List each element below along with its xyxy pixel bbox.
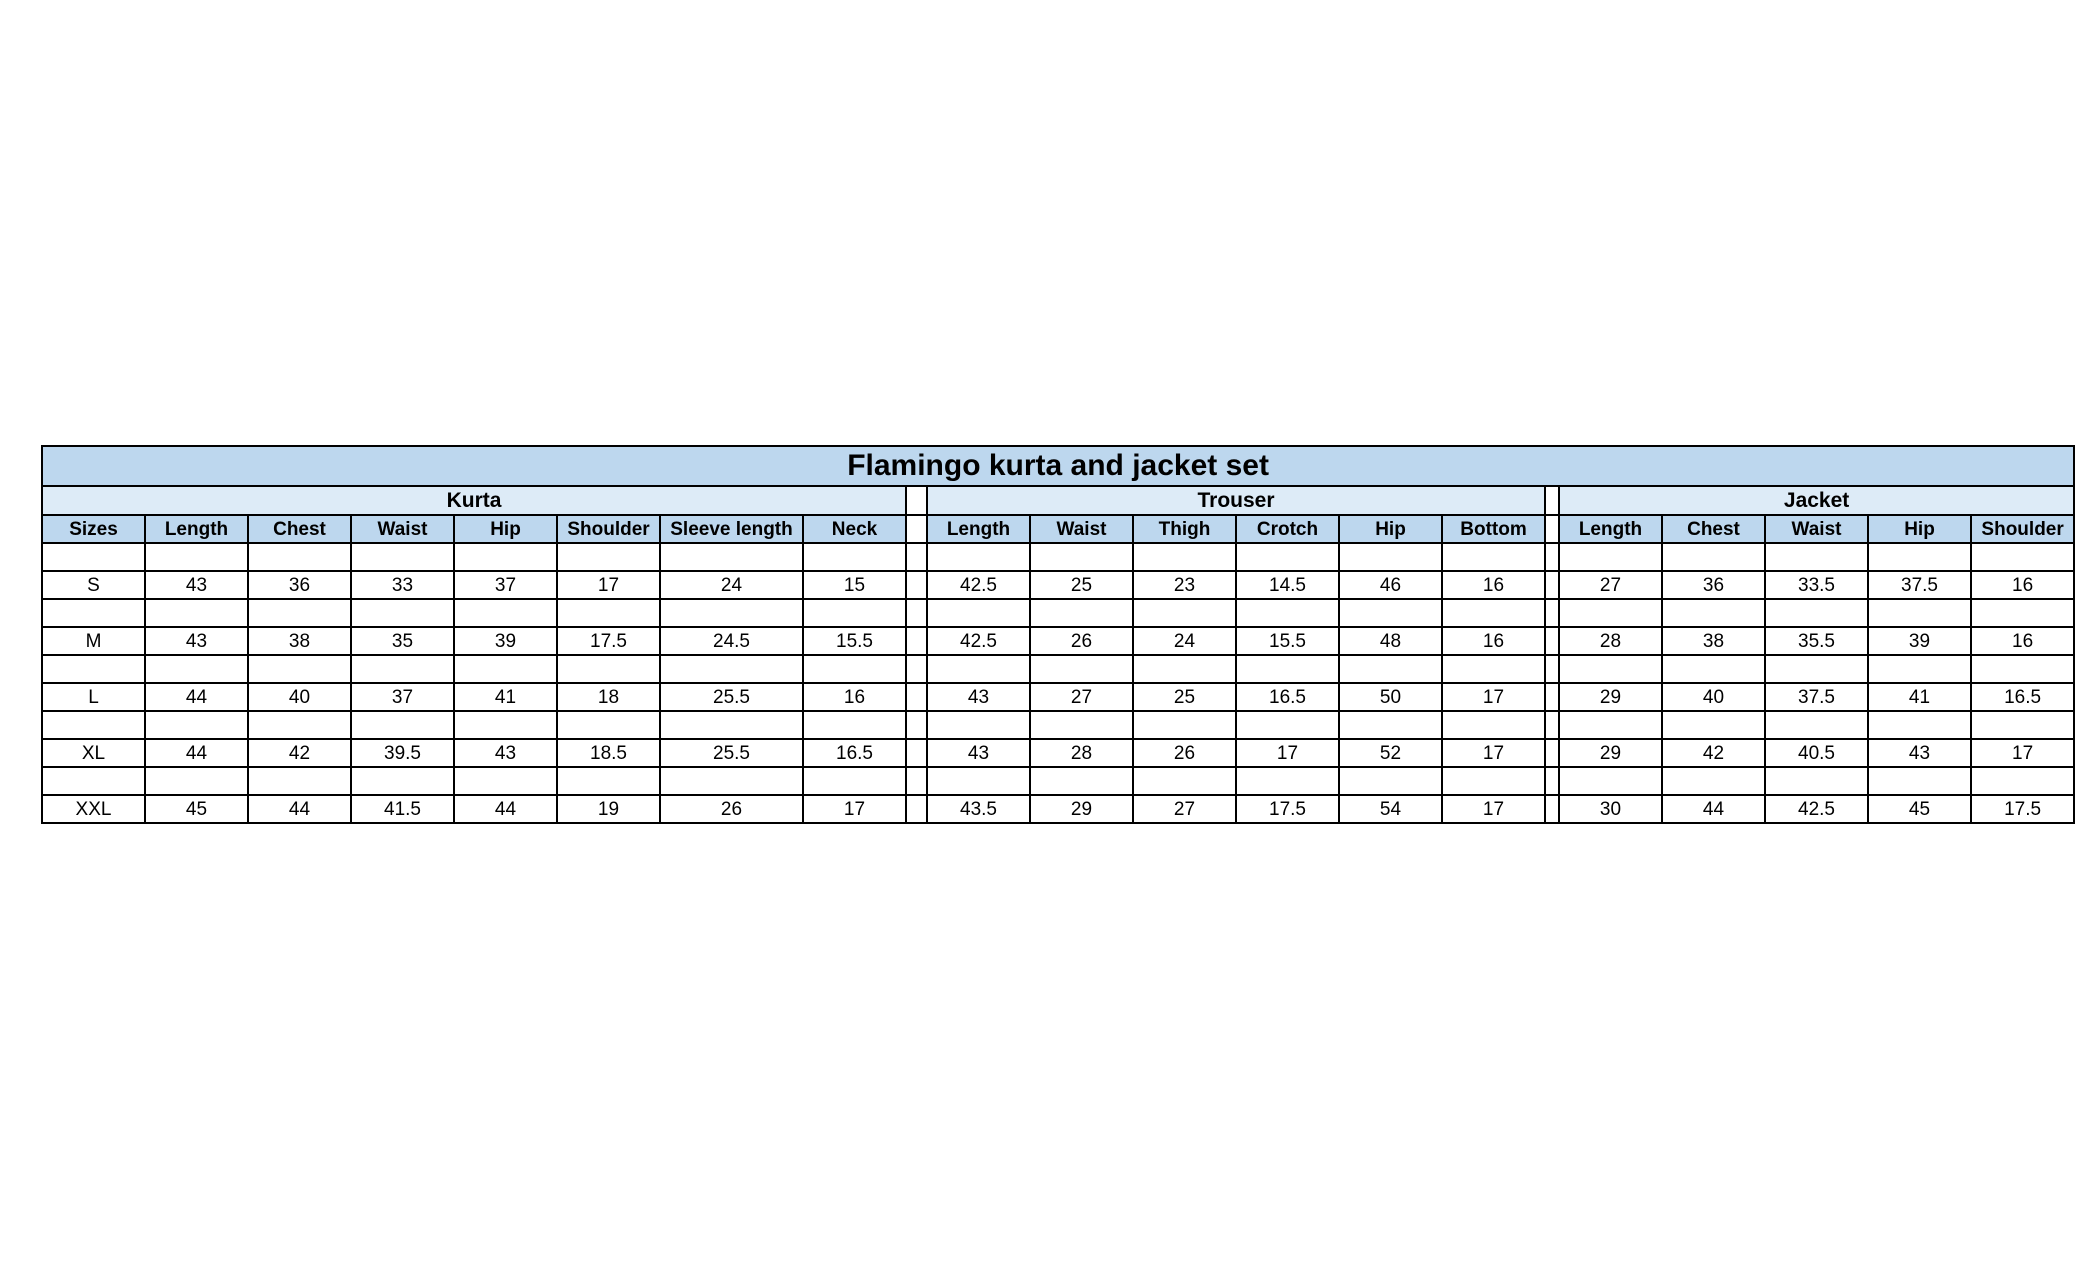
empty-cell	[1236, 655, 1339, 683]
kurta-value-cell: 24	[660, 571, 803, 599]
separator-cell	[1545, 571, 1559, 599]
column-header: Waist	[1030, 515, 1133, 543]
jacket-value-cell: 43	[1868, 739, 1971, 767]
empty-cell	[1868, 543, 1971, 571]
trouser-value-cell: 16	[1442, 627, 1545, 655]
empty-cell	[351, 767, 454, 795]
kurta-value-cell: 15	[803, 571, 906, 599]
kurta-value-cell: 37	[454, 571, 557, 599]
kurta-value-cell: 17	[803, 795, 906, 823]
empty-cell	[803, 543, 906, 571]
kurta-value-cell: 43	[145, 627, 248, 655]
trouser-value-cell: 17	[1442, 683, 1545, 711]
empty-cell	[454, 543, 557, 571]
empty-cell	[145, 711, 248, 739]
kurta-value-cell: 35	[351, 627, 454, 655]
spacer-row	[42, 767, 2074, 795]
empty-cell	[1236, 599, 1339, 627]
kurta-value-cell: 41.5	[351, 795, 454, 823]
trouser-value-cell: 17.5	[1236, 795, 1339, 823]
kurta-value-cell: 38	[248, 627, 351, 655]
separator-cell	[906, 655, 927, 683]
trouser-value-cell: 14.5	[1236, 571, 1339, 599]
trouser-value-cell: 43	[927, 683, 1030, 711]
empty-cell	[1339, 543, 1442, 571]
jacket-value-cell: 40.5	[1765, 739, 1868, 767]
jacket-value-cell: 36	[1662, 571, 1765, 599]
column-header: Length	[145, 515, 248, 543]
empty-cell	[1971, 599, 2074, 627]
spacer-row	[42, 599, 2074, 627]
separator-cell	[1545, 627, 1559, 655]
separator-cell	[1545, 515, 1559, 543]
kurta-value-cell: 42	[248, 739, 351, 767]
kurta-value-cell: 25.5	[660, 683, 803, 711]
separator-cell	[1545, 683, 1559, 711]
kurta-value-cell: 17.5	[557, 627, 660, 655]
title-row	[42, 446, 2074, 486]
empty-cell	[42, 543, 145, 571]
jacket-value-cell: 44	[1662, 795, 1765, 823]
jacket-value-cell: 39	[1868, 627, 1971, 655]
separator-cell	[906, 767, 927, 795]
trouser-value-cell: 15.5	[1236, 627, 1339, 655]
empty-cell	[1559, 711, 1662, 739]
separator-cell	[906, 739, 927, 767]
separator-cell	[906, 711, 927, 739]
jacket-value-cell: 16	[1971, 571, 2074, 599]
jacket-value-cell: 35.5	[1765, 627, 1868, 655]
jacket-value-cell: 38	[1662, 627, 1765, 655]
empty-cell	[351, 655, 454, 683]
trouser-value-cell: 25	[1133, 683, 1236, 711]
kurta-value-cell: 16	[803, 683, 906, 711]
table-title: Flamingo kurta and jacket set	[42, 446, 2074, 486]
size-cell: M	[42, 627, 145, 655]
kurta-value-cell: 25.5	[660, 739, 803, 767]
empty-cell	[660, 543, 803, 571]
empty-cell	[803, 655, 906, 683]
empty-cell	[1868, 599, 1971, 627]
empty-cell	[351, 599, 454, 627]
trouser-value-cell: 16.5	[1236, 683, 1339, 711]
column-header: Chest	[1662, 515, 1765, 543]
empty-cell	[927, 543, 1030, 571]
empty-cell	[42, 711, 145, 739]
column-header: Chest	[248, 515, 351, 543]
separator-cell	[906, 627, 927, 655]
column-header: Neck	[803, 515, 906, 543]
empty-cell	[660, 767, 803, 795]
separator-cell	[1545, 711, 1559, 739]
empty-cell	[1971, 655, 2074, 683]
jacket-value-cell: 17	[1971, 739, 2074, 767]
empty-cell	[1559, 767, 1662, 795]
size-cell: S	[42, 571, 145, 599]
empty-cell	[1339, 599, 1442, 627]
kurta-value-cell: 43	[145, 571, 248, 599]
column-header-row	[42, 515, 2074, 543]
empty-cell	[803, 599, 906, 627]
trouser-value-cell: 54	[1339, 795, 1442, 823]
kurta-value-cell: 36	[248, 571, 351, 599]
empty-cell	[1236, 543, 1339, 571]
empty-cell	[1442, 711, 1545, 739]
empty-cell	[1765, 655, 1868, 683]
separator-cell	[906, 515, 927, 543]
trouser-value-cell: 29	[1030, 795, 1133, 823]
empty-cell	[1339, 711, 1442, 739]
kurta-value-cell: 15.5	[803, 627, 906, 655]
empty-cell	[248, 767, 351, 795]
empty-cell	[454, 655, 557, 683]
trouser-value-cell: 27	[1030, 683, 1133, 711]
trouser-value-cell: 42.5	[927, 627, 1030, 655]
trouser-value-cell: 27	[1133, 795, 1236, 823]
group-kurta: Kurta	[42, 486, 906, 515]
empty-cell	[1662, 543, 1765, 571]
empty-cell	[1559, 599, 1662, 627]
empty-cell	[42, 767, 145, 795]
column-header: Length	[1559, 515, 1662, 543]
empty-cell	[1133, 655, 1236, 683]
empty-cell	[1236, 711, 1339, 739]
empty-cell	[1442, 655, 1545, 683]
empty-cell	[927, 599, 1030, 627]
jacket-value-cell: 29	[1559, 739, 1662, 767]
trouser-value-cell: 26	[1133, 739, 1236, 767]
empty-cell	[42, 655, 145, 683]
empty-cell	[1442, 767, 1545, 795]
trouser-value-cell: 24	[1133, 627, 1236, 655]
table-row	[42, 683, 2074, 711]
empty-cell	[1030, 599, 1133, 627]
empty-cell	[1133, 543, 1236, 571]
kurta-value-cell: 17	[557, 571, 660, 599]
empty-cell	[248, 711, 351, 739]
empty-cell	[1868, 711, 1971, 739]
empty-cell	[803, 711, 906, 739]
empty-cell	[145, 767, 248, 795]
table-row	[42, 739, 2074, 767]
empty-cell	[1559, 655, 1662, 683]
empty-cell	[557, 655, 660, 683]
kurta-value-cell: 39.5	[351, 739, 454, 767]
kurta-value-cell: 44	[248, 795, 351, 823]
kurta-value-cell: 18.5	[557, 739, 660, 767]
separator-cell	[906, 599, 927, 627]
trouser-value-cell: 26	[1030, 627, 1133, 655]
empty-cell	[248, 599, 351, 627]
separator-cell	[1545, 599, 1559, 627]
separator-cell	[906, 571, 927, 599]
size-cell: L	[42, 683, 145, 711]
jacket-value-cell: 37.5	[1868, 571, 1971, 599]
kurta-value-cell: 44	[145, 683, 248, 711]
kurta-value-cell: 26	[660, 795, 803, 823]
jacket-value-cell: 41	[1868, 683, 1971, 711]
jacket-value-cell: 16	[1971, 627, 2074, 655]
empty-cell	[351, 711, 454, 739]
trouser-value-cell: 25	[1030, 571, 1133, 599]
column-header: Shoulder	[1971, 515, 2074, 543]
table-row	[42, 627, 2074, 655]
kurta-value-cell: 45	[145, 795, 248, 823]
spacer-row	[42, 543, 2074, 571]
separator-cell	[1545, 486, 1559, 515]
empty-cell	[42, 599, 145, 627]
trouser-value-cell: 46	[1339, 571, 1442, 599]
separator-cell	[1545, 795, 1559, 823]
column-header: Sizes	[42, 515, 145, 543]
empty-cell	[1236, 767, 1339, 795]
empty-cell	[557, 599, 660, 627]
jacket-value-cell: 28	[1559, 627, 1662, 655]
empty-cell	[1765, 711, 1868, 739]
kurta-value-cell: 44	[454, 795, 557, 823]
kurta-value-cell: 43	[454, 739, 557, 767]
empty-cell	[557, 711, 660, 739]
empty-cell	[1662, 655, 1765, 683]
empty-cell	[1133, 767, 1236, 795]
column-header: Hip	[1339, 515, 1442, 543]
kurta-value-cell: 24.5	[660, 627, 803, 655]
empty-cell	[1868, 655, 1971, 683]
empty-cell	[1765, 599, 1868, 627]
empty-cell	[454, 767, 557, 795]
size-chart-table	[41, 445, 2075, 824]
empty-cell	[1339, 655, 1442, 683]
empty-cell	[1765, 767, 1868, 795]
trouser-value-cell: 42.5	[927, 571, 1030, 599]
empty-cell	[145, 599, 248, 627]
column-header: Crotch	[1236, 515, 1339, 543]
size-cell: XXL	[42, 795, 145, 823]
empty-cell	[1971, 767, 2074, 795]
column-header: Waist	[351, 515, 454, 543]
trouser-value-cell: 17	[1442, 739, 1545, 767]
jacket-value-cell: 42	[1662, 739, 1765, 767]
column-header: Shoulder	[557, 515, 660, 543]
empty-cell	[145, 543, 248, 571]
jacket-value-cell: 40	[1662, 683, 1765, 711]
column-header: Hip	[454, 515, 557, 543]
empty-cell	[803, 767, 906, 795]
trouser-value-cell: 17	[1442, 795, 1545, 823]
empty-cell	[1030, 711, 1133, 739]
kurta-value-cell: 19	[557, 795, 660, 823]
empty-cell	[660, 599, 803, 627]
jacket-value-cell: 33.5	[1765, 571, 1868, 599]
empty-cell	[927, 655, 1030, 683]
empty-cell	[1559, 543, 1662, 571]
trouser-value-cell: 43.5	[927, 795, 1030, 823]
empty-cell	[1442, 543, 1545, 571]
empty-cell	[1971, 711, 2074, 739]
empty-cell	[1030, 543, 1133, 571]
separator-cell	[1545, 655, 1559, 683]
empty-cell	[351, 543, 454, 571]
empty-cell	[1868, 767, 1971, 795]
trouser-value-cell: 48	[1339, 627, 1442, 655]
trouser-value-cell: 17	[1236, 739, 1339, 767]
kurta-value-cell: 40	[248, 683, 351, 711]
empty-cell	[1133, 711, 1236, 739]
trouser-value-cell: 28	[1030, 739, 1133, 767]
empty-cell	[1971, 543, 2074, 571]
jacket-value-cell: 27	[1559, 571, 1662, 599]
trouser-value-cell: 52	[1339, 739, 1442, 767]
empty-cell	[1662, 599, 1765, 627]
jacket-value-cell: 16.5	[1971, 683, 2074, 711]
empty-cell	[454, 711, 557, 739]
separator-cell	[1545, 767, 1559, 795]
empty-cell	[1030, 767, 1133, 795]
spacer-row	[42, 711, 2074, 739]
empty-cell	[1030, 655, 1133, 683]
separator-cell	[906, 486, 927, 515]
column-header: Bottom	[1442, 515, 1545, 543]
separator-cell	[906, 683, 927, 711]
empty-cell	[1662, 767, 1765, 795]
group-trouser: Trouser	[927, 486, 1545, 515]
jacket-value-cell: 17.5	[1971, 795, 2074, 823]
column-header: Waist	[1765, 515, 1868, 543]
spacer-row	[42, 655, 2074, 683]
kurta-value-cell: 39	[454, 627, 557, 655]
empty-cell	[248, 543, 351, 571]
jacket-value-cell: 29	[1559, 683, 1662, 711]
column-header: Length	[927, 515, 1030, 543]
jacket-value-cell: 37.5	[1765, 683, 1868, 711]
empty-cell	[1442, 599, 1545, 627]
jacket-value-cell: 42.5	[1765, 795, 1868, 823]
size-cell: XL	[42, 739, 145, 767]
table-row	[42, 571, 2074, 599]
empty-cell	[1339, 767, 1442, 795]
table-row	[42, 795, 2074, 823]
empty-cell	[454, 599, 557, 627]
kurta-value-cell: 18	[557, 683, 660, 711]
empty-cell	[248, 655, 351, 683]
jacket-value-cell: 30	[1559, 795, 1662, 823]
separator-cell	[906, 795, 927, 823]
empty-cell	[1662, 711, 1765, 739]
group-row	[42, 486, 2074, 515]
empty-cell	[927, 711, 1030, 739]
kurta-value-cell: 16.5	[803, 739, 906, 767]
jacket-value-cell: 45	[1868, 795, 1971, 823]
separator-cell	[906, 543, 927, 571]
kurta-value-cell: 37	[351, 683, 454, 711]
separator-cell	[1545, 543, 1559, 571]
kurta-value-cell: 44	[145, 739, 248, 767]
kurta-value-cell: 41	[454, 683, 557, 711]
empty-cell	[145, 655, 248, 683]
empty-cell	[1133, 599, 1236, 627]
kurta-value-cell: 33	[351, 571, 454, 599]
separator-cell	[1545, 739, 1559, 767]
column-header: Hip	[1868, 515, 1971, 543]
empty-cell	[927, 767, 1030, 795]
empty-cell	[1765, 543, 1868, 571]
column-header: Sleeve length	[660, 515, 803, 543]
empty-cell	[660, 655, 803, 683]
column-header: Thigh	[1133, 515, 1236, 543]
trouser-value-cell: 43	[927, 739, 1030, 767]
empty-cell	[557, 767, 660, 795]
empty-cell	[660, 711, 803, 739]
group-jacket: Jacket	[1559, 486, 2074, 515]
empty-cell	[557, 543, 660, 571]
trouser-value-cell: 23	[1133, 571, 1236, 599]
trouser-value-cell: 50	[1339, 683, 1442, 711]
trouser-value-cell: 16	[1442, 571, 1545, 599]
